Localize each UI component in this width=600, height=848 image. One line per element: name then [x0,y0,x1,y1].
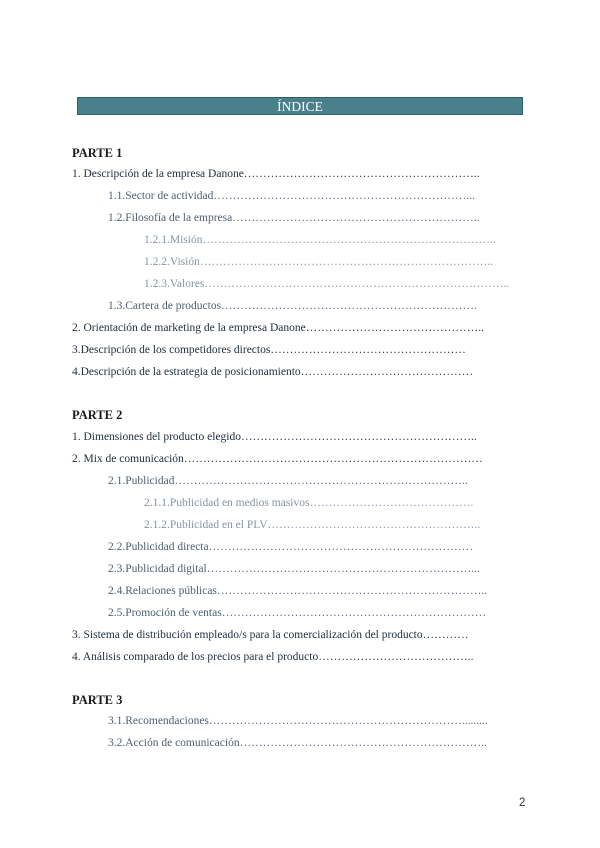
toc-entry-label: 3.1.Recomendaciones [108,715,209,727]
toc-entry-filosofia-empresa[interactable] [108,212,503,224]
part-1-heading: PARTE 1 [72,146,123,160]
index-title: ÍNDICE [77,97,523,115]
toc-entry-label: 2.5.Promoción de ventas [108,607,222,619]
toc-entry-relaciones-publicas[interactable] [108,585,512,597]
toc-entry-label: 1.2.Filosofía de la empresa [108,212,233,224]
toc-entry-mision[interactable] [144,234,516,246]
toc-entry-mix-comunicacion[interactable] [72,453,520,465]
toc-entry-valores[interactable] [144,278,528,290]
toc-entry-orientacion-marketing[interactable] [72,322,494,334]
toc-leader-dots: ……………………………………… [300,366,474,378]
toc-leader-dots: ……………………………………………………….. [232,212,480,224]
toc-leader-dots: …………………………………………………………… [208,541,474,553]
toc-entry-label: 2.1.2.Publicidad en el PLV [144,519,268,531]
toc-entry-label: 2.3.Publicidad digital [108,563,207,575]
toc-entry-label: 2.2.Publicidad directa [108,541,209,553]
toc-leader-dots: …………………………………………………………... [213,190,476,202]
toc-leader-dots: …………………………………………………………......... [208,715,488,727]
toc-leader-dots: …………………………………………………….. [240,431,477,443]
toc-entry-label: 3.Descripción de los competidores directos [72,344,271,356]
toc-leader-dots: …………………………………………………………………….. [204,278,510,290]
toc-leader-dots: ………………………………….. [318,651,474,663]
toc-entry-publicidad-medios-masivos[interactable] [144,497,504,509]
toc-entry-label: 1. Descripción de la empresa Danone [72,168,244,180]
toc-leader-dots: ………………………………………………………………….. [202,234,496,246]
toc-leader-dots: ………… [422,629,469,641]
toc-entry-label: 1.2.1.Misión [144,234,203,246]
toc-leader-dots: ……………………………………….. [305,322,484,334]
part-2-heading: PARTE 2 [72,408,123,422]
toc-entry-label: 2.4.Relaciones públicas [108,585,217,597]
toc-entry-sector-actividad[interactable] [108,190,493,202]
toc-entry-promocion-ventas[interactable] [108,607,510,619]
toc-entry-label: 2. Mix de comunicación [72,453,184,465]
toc-entry-publicidad-digital[interactable] [108,563,513,575]
toc-entry-accion-comunicacion[interactable] [108,737,513,749]
toc-entry-sistema-distribucion[interactable] [72,629,490,641]
toc-entry-label: 1.3.Cartera de productos [108,300,222,312]
toc-entry-label: 1. Dimensiones del producto elegido [72,431,241,443]
toc-leader-dots: …………………………………………………….. [243,168,480,180]
toc-leader-dots: ………………………………………………………………….. [174,475,468,487]
toc-entry-cartera-productos[interactable] [108,300,510,312]
toc-entry-recomendaciones[interactable] [108,715,504,727]
toc-leader-dots: …………………………………………………………. [221,300,477,312]
toc-entry-descripcion-empresa[interactable] [72,168,502,180]
toc-leader-dots: …………………………………………………………… [221,607,487,619]
toc-leader-dots: ……………………………………………………….. [239,737,487,749]
toc-entry-analisis-precios[interactable] [72,651,500,663]
toc-entry-label: 4.Descripción de la estrategia de posicionamiento [72,366,301,378]
toc-entry-label: 4. Análisis comparado de los precios para el producto [72,651,319,663]
toc-entry-vision[interactable] [144,256,516,268]
toc-entry-posicionamiento[interactable] [72,366,497,378]
toc-leader-dots: ……………………………………………….. [267,519,481,531]
toc-entry-publicidad-plv[interactable] [144,519,512,531]
toc-leader-dots: ……………………………………………………………... [206,563,480,575]
toc-leader-dots: …………………………………………………………….. [216,585,488,597]
toc-entry-label: 1.1.Sector de actividad [108,190,214,202]
part-3-heading: PARTE 3 [72,693,123,707]
toc-entry-publicidad-directa[interactable] [108,541,508,553]
toc-leader-dots: ………………………………………………………………….. [199,256,494,268]
toc-entry-label: 3. Sistema de distribución empleado/s para la comercialización del producto [72,629,423,641]
toc-entry-publicidad[interactable] [108,475,515,487]
toc-entry-label: 3.2.Acción de comunicación [108,737,240,749]
toc-entry-label: 2.1.Publicidad [108,475,175,487]
toc-entry-dimensiones-producto[interactable] [72,431,500,443]
toc-entry-label: 2. Orientación de marketing de la empresa Danone [72,322,306,334]
toc-entry-label: 1.2.3.Valores [144,278,205,290]
toc-entry-label: 1.2.2.Visión [144,256,200,268]
toc-leader-dots: …………………………………………… [270,344,466,356]
toc-leader-dots: …………………………………………………………………… [183,453,483,465]
toc-leader-dots: ……………………………………. [309,497,474,509]
page-number: 2 [519,797,526,809]
toc-entry-competidores[interactable] [72,344,497,356]
toc-entry-label: 2.1.1.Publicidad en medios masivos [144,497,310,509]
